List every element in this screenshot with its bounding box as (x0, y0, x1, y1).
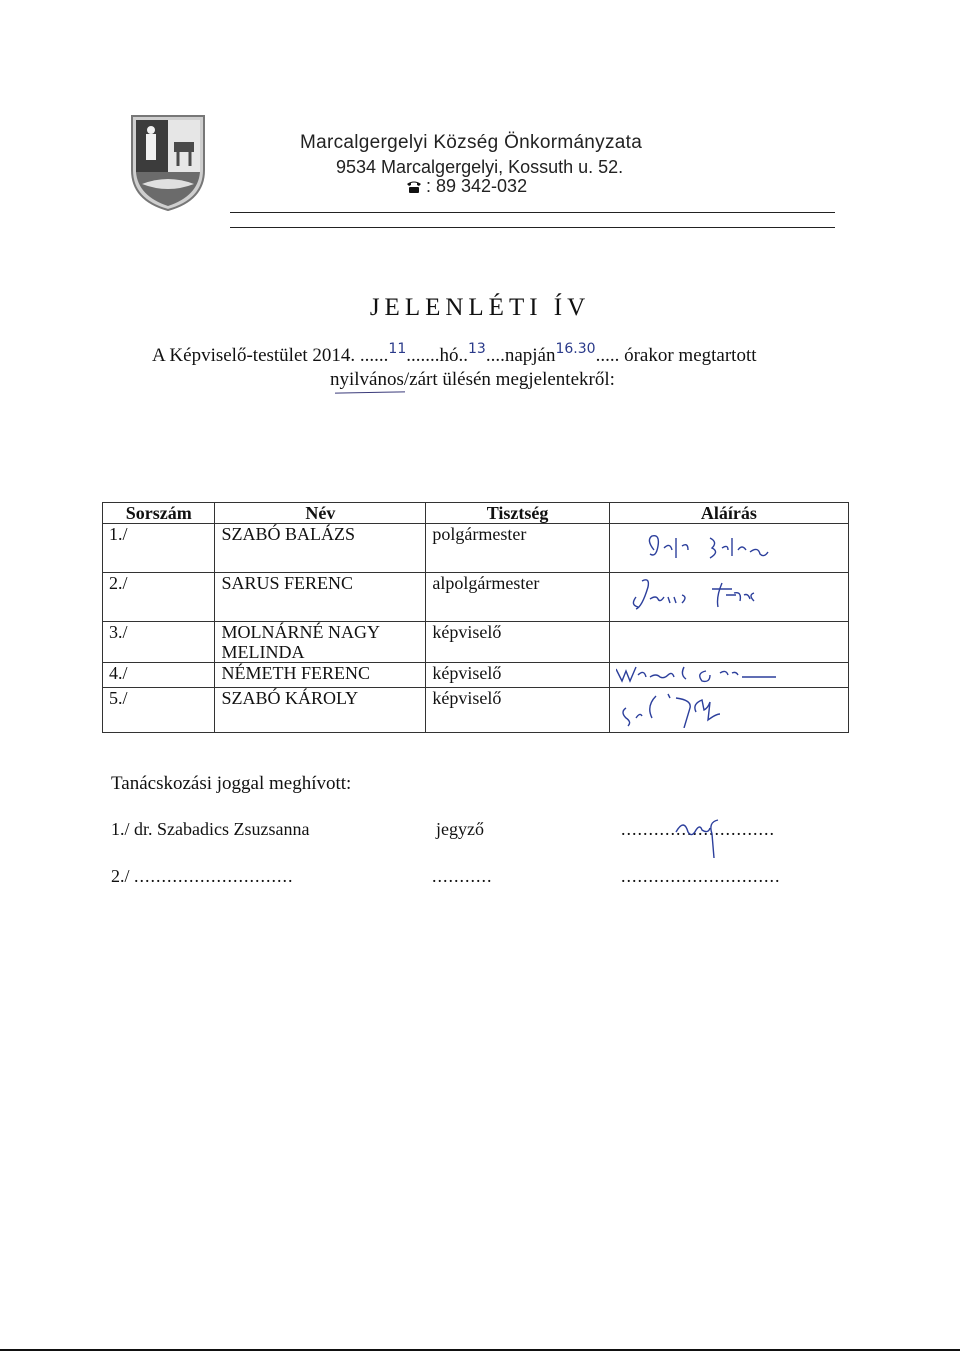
intro-suffix: ..... órakor megtartott (595, 345, 757, 366)
signature-cell (609, 663, 848, 688)
table-header-row (103, 503, 849, 524)
row-number: 5./ (103, 688, 215, 733)
guest-2-name-line: ............................. (134, 866, 294, 886)
handwritten-underline (335, 391, 405, 393)
signature-cell (609, 573, 848, 622)
attendance-table (102, 502, 849, 733)
guest-2-role-line: ........... (432, 866, 493, 886)
phone-icon (406, 180, 422, 194)
row-role: alpolgármester (426, 573, 609, 622)
institution-address: 9534 Marcalgergelyi, Kossuth u. 52. (336, 157, 624, 177)
row-number: 2./ (103, 573, 215, 622)
row-role: képviselő (426, 688, 609, 733)
intro-mid-1: .......hó.. (406, 345, 468, 366)
signature-cell (609, 524, 848, 573)
intro-mid-2: ....napján (485, 345, 556, 366)
guests-title: Tanácskozási joggal meghívott: (111, 773, 352, 794)
table-row (103, 622, 849, 663)
guest-1-signature-image (662, 808, 742, 858)
phone-number: : 89 342-032 (426, 176, 528, 196)
header-tisztseg: Tisztség (426, 503, 609, 524)
row-role: képviselő (426, 622, 609, 663)
signature-image (616, 524, 826, 568)
table-row (103, 573, 849, 622)
institution-name: Marcalgergelyi Község Önkormányzata (300, 132, 643, 153)
row-name: SARUS FERENC (215, 573, 426, 622)
guest-1-name: 1./ dr. Szabadics Zsuzsanna (111, 819, 310, 839)
header-rule-top (230, 212, 835, 213)
guest-2-number: 2./ (111, 866, 130, 886)
intro-line-1 (152, 341, 757, 367)
row-role: képviselő (426, 663, 609, 688)
row-name: SZABÓ KÁROLY (215, 688, 426, 733)
guest-1-signature-line: ............................ (621, 819, 775, 839)
signature-cell (609, 622, 848, 663)
page-bottom-rule (0, 1349, 960, 1351)
handwritten-time: 16.30 (555, 341, 596, 357)
intro-prefix: A Képviselő-testület 2014. ...... (152, 345, 389, 366)
signature-image (616, 688, 826, 728)
guest-1-role: jegyző (436, 819, 484, 839)
header-sorszam: Sorszám (103, 503, 215, 524)
signature-cell (609, 688, 848, 733)
document-title: JELENLÉTI ÍV (369, 294, 591, 321)
row-name: MOLNÁRNÉ NAGY MELINDA (215, 622, 426, 663)
guest-2-signature-line: ............................. (621, 866, 781, 886)
table-row (103, 663, 849, 688)
signature-image (616, 663, 826, 683)
municipal-crest-icon (128, 112, 208, 212)
row-number: 3./ (103, 622, 215, 663)
row-role: polgármester (426, 524, 609, 573)
table-row (103, 524, 849, 573)
handwritten-day: 13 (468, 341, 486, 357)
institution-phone (406, 176, 527, 197)
handwritten-month: 11 (388, 341, 407, 357)
intro-line-2: nyilvános/zárt ülésén megjelentekről: (330, 369, 615, 390)
table-row (103, 688, 849, 733)
header-alairas: Aláírás (609, 503, 848, 524)
row-number: 4./ (103, 663, 215, 688)
signature-image (616, 573, 826, 617)
header-rule-bottom (230, 227, 835, 228)
row-name: SZABÓ BALÁZS (215, 524, 426, 573)
row-name: NÉMETH FERENC (215, 663, 426, 688)
row-number: 1./ (103, 524, 215, 573)
header-nev: Név (215, 503, 426, 524)
